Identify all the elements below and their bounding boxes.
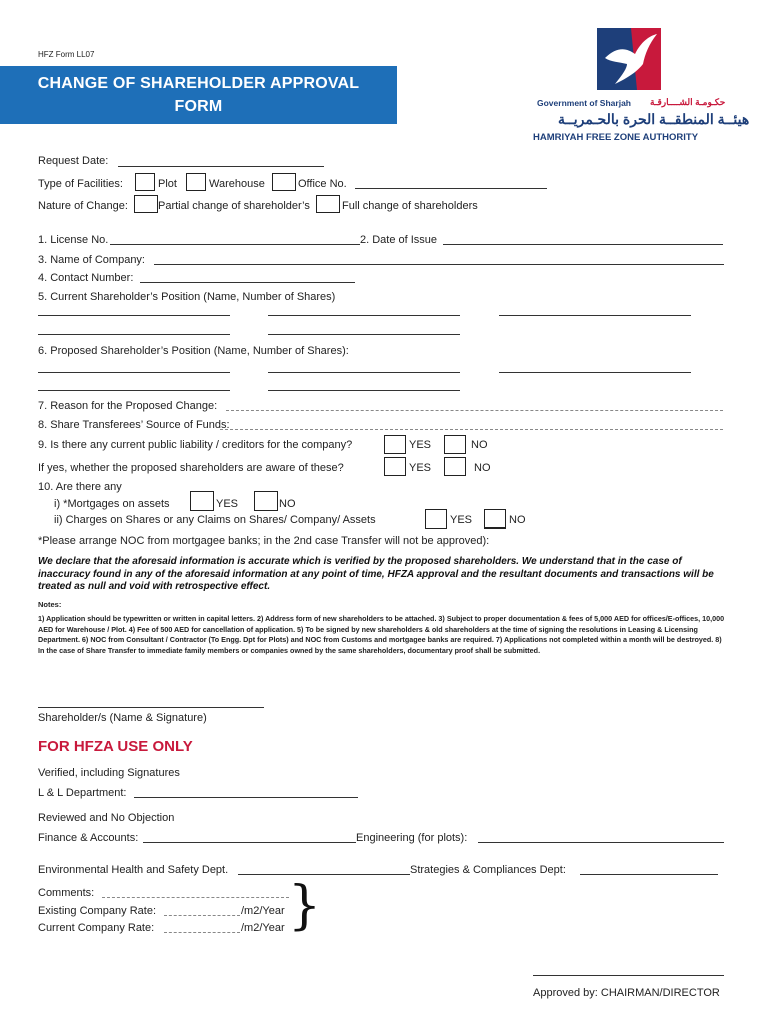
current-sh-field[interactable] [268,315,460,316]
existing-rate-unit: /m2/Year [241,905,285,917]
q10ii-no-checkbox[interactable] [484,509,506,529]
q10i-no-label: NO [279,498,296,510]
reason-field[interactable] [226,410,723,411]
q9-yes-label: YES [409,439,432,451]
warehouse-label: Warehouse [209,178,265,190]
authority-ar-top: حكـومـة الشــــارقـة [650,97,726,107]
partial-change-label: Partial change of shareholder’s [158,200,310,212]
strategies-field[interactable] [580,874,718,875]
current-sh-field[interactable] [268,334,460,335]
proposed-sh-field[interactable] [38,372,230,373]
date-issue-label: 2. Date of Issue [360,234,438,246]
q9b-yes-checkbox[interactable] [384,457,406,476]
authority-en-top: Government of Sharjah [537,98,631,108]
q9b-label: If yes, whether the proposed shareholders are aware of these? [38,462,344,474]
request-date-label: Request Date: [38,155,109,167]
license-no-field[interactable] [110,244,360,245]
hfza-use-heading: FOR HFZA USE ONLY [38,738,193,755]
office-no-label: Office No. [298,178,347,190]
q9-yes-checkbox[interactable] [384,435,406,454]
q10-label: 10. Are there any [38,481,122,493]
q10i-no-checkbox[interactable] [254,491,278,511]
full-change-label: Full change of shareholders [342,200,478,212]
nature-change-label: Nature of Change: [38,200,128,212]
shareholder-signature-line[interactable] [38,707,264,708]
office-checkbox[interactable] [272,173,296,191]
request-date-field[interactable] [118,166,324,167]
license-no-label: 1. License No. [38,234,109,246]
q10i-label: i) *Mortgages on assets [54,498,170,510]
current-rate-unit: /m2/Year [241,922,285,934]
proposed-shareholders-label: 6. Proposed Shareholder’s Position (Name, Number of Shares): [38,345,349,357]
engineering-field[interactable] [478,842,724,843]
form-title-line1: CHANGE OF SHAREHOLDER APPROVAL [37,75,360,92]
current-sh-field[interactable] [38,315,230,316]
current-rate-label: Current Company Rate: [38,922,155,934]
declaration-text: We declare that the aforesaid information is accurate which is verified by the proposed shareholders. We understand that in the case of inaccuracy found in any of the aforesaid information at any point of time, HFZA approval and the resultant documents and transactions will be treated as null and void with retrospective effect. [38,556,714,592]
q10ii-label: ii) Charges on Shares or any Claims on Shares/ Company/ Assets [54,514,376,526]
company-name-field[interactable] [154,264,724,265]
authority-ar-main: هيئــة المنطقــة الحرة بالحـمريــة [558,111,750,127]
shareholder-signature-label: Shareholder/s (Name & Signature) [38,712,207,724]
reviewed-label: Reviewed and No Objection [38,812,175,824]
q9-no-label: NO [471,439,488,451]
q9-no-checkbox[interactable] [444,435,466,454]
approved-by-signature-line[interactable] [533,975,724,976]
verified-label: Verified, including Signatures [38,767,180,779]
source-funds-field[interactable] [220,429,723,430]
finance-field[interactable] [143,842,356,843]
brace-icon: } [288,876,322,936]
office-no-field[interactable] [355,188,547,189]
existing-rate-label: Existing Company Rate: [38,905,156,917]
reason-label: 7. Reason for the Proposed Change: [38,400,218,412]
proposed-sh-field[interactable] [268,372,460,373]
date-issue-field[interactable] [443,244,723,245]
form-code: HFZ Form LL07 [38,50,95,59]
hfza-logo-icon [597,28,661,90]
finance-label: Finance & Accounts: [38,832,139,844]
q10ii-yes-checkbox[interactable] [425,509,447,529]
comments-label: Comments: [38,887,95,899]
approved-by-label: Approved by: CHAIRMAN/DIRECTOR [533,987,720,999]
q9b-no-label: NO [474,462,491,474]
comments-field[interactable] [102,897,289,898]
plot-checkbox[interactable] [135,173,155,191]
proposed-sh-field[interactable] [499,372,691,373]
notes-label: Notes: [38,600,62,609]
ehs-field[interactable] [238,874,410,875]
q9-label: 9. Is there any current public liability / creditors for the company? [38,439,353,451]
noc-note: *Please arrange NOC from mortgagee banks; in the 2nd case Transfer will not be approved): [38,535,490,547]
full-change-checkbox[interactable] [316,195,340,213]
contact-field[interactable] [140,282,355,283]
strategies-label: Strategies & Compliances Dept: [410,864,566,876]
proposed-sh-field[interactable] [38,390,230,391]
form-title-line2: FORM [174,98,223,115]
ll-dept-field[interactable] [134,797,358,798]
q10i-yes-label: YES [216,498,239,510]
company-name-label: 3. Name of Company: [38,254,145,266]
engineering-label: Engineering (for plots): [356,832,468,844]
q9b-no-checkbox[interactable] [444,457,466,476]
contact-label: 4. Contact Number: [38,272,134,284]
source-funds-label: 8. Share Transferees’ Source of Funds: [38,419,230,431]
ehs-label: Environmental Health and Safety Dept. [38,864,229,876]
current-shareholders-label: 5. Current Shareholder’s Position (Name, Number of Shares) [38,291,336,303]
ll-dept-label: L & L Department: [38,787,127,799]
notes-text: 1) Application should be typewritten or written in capital letters. 2) Address form of new shareholders to be attached. 3) Subject to proper documentation & fees of 5,000 AED for offices/E-offices, 10,000 AED for Warehouse / Plot. 4) Fee of 500 AED for cancellation of application. 5) To be signed by new shareholders & old shareholders at the time of signing the resolutions in Leasing & Licensing Department. 6) NOC from Consultant / Contractor (To Engg. Dpt for Plots) and NOC from Customs and mortgagee banks are required. 7) Applications not completed within a month will be destroyed. 8) In the case of Share Transfer to immediate family members or companies owned by the same shareholders, documentary proof shall be submitted. [38,614,725,655]
existing-rate-field[interactable] [164,915,240,916]
q10ii-no-label: NO [509,514,526,526]
plot-label: Plot [158,178,177,190]
warehouse-checkbox[interactable] [186,173,206,191]
q10ii-yes-label: YES [450,514,473,526]
q10i-yes-checkbox[interactable] [190,491,214,511]
current-rate-field[interactable] [164,932,240,933]
type-facilities-label: Type of Facilities: [38,178,123,190]
proposed-sh-field[interactable] [268,390,460,391]
partial-change-checkbox[interactable] [134,195,158,213]
authority-en-main: HAMRIYAH FREE ZONE AUTHORITY [533,132,699,143]
q9b-yes-label: YES [409,462,432,474]
current-sh-field[interactable] [499,315,691,316]
current-sh-field[interactable] [38,334,230,335]
